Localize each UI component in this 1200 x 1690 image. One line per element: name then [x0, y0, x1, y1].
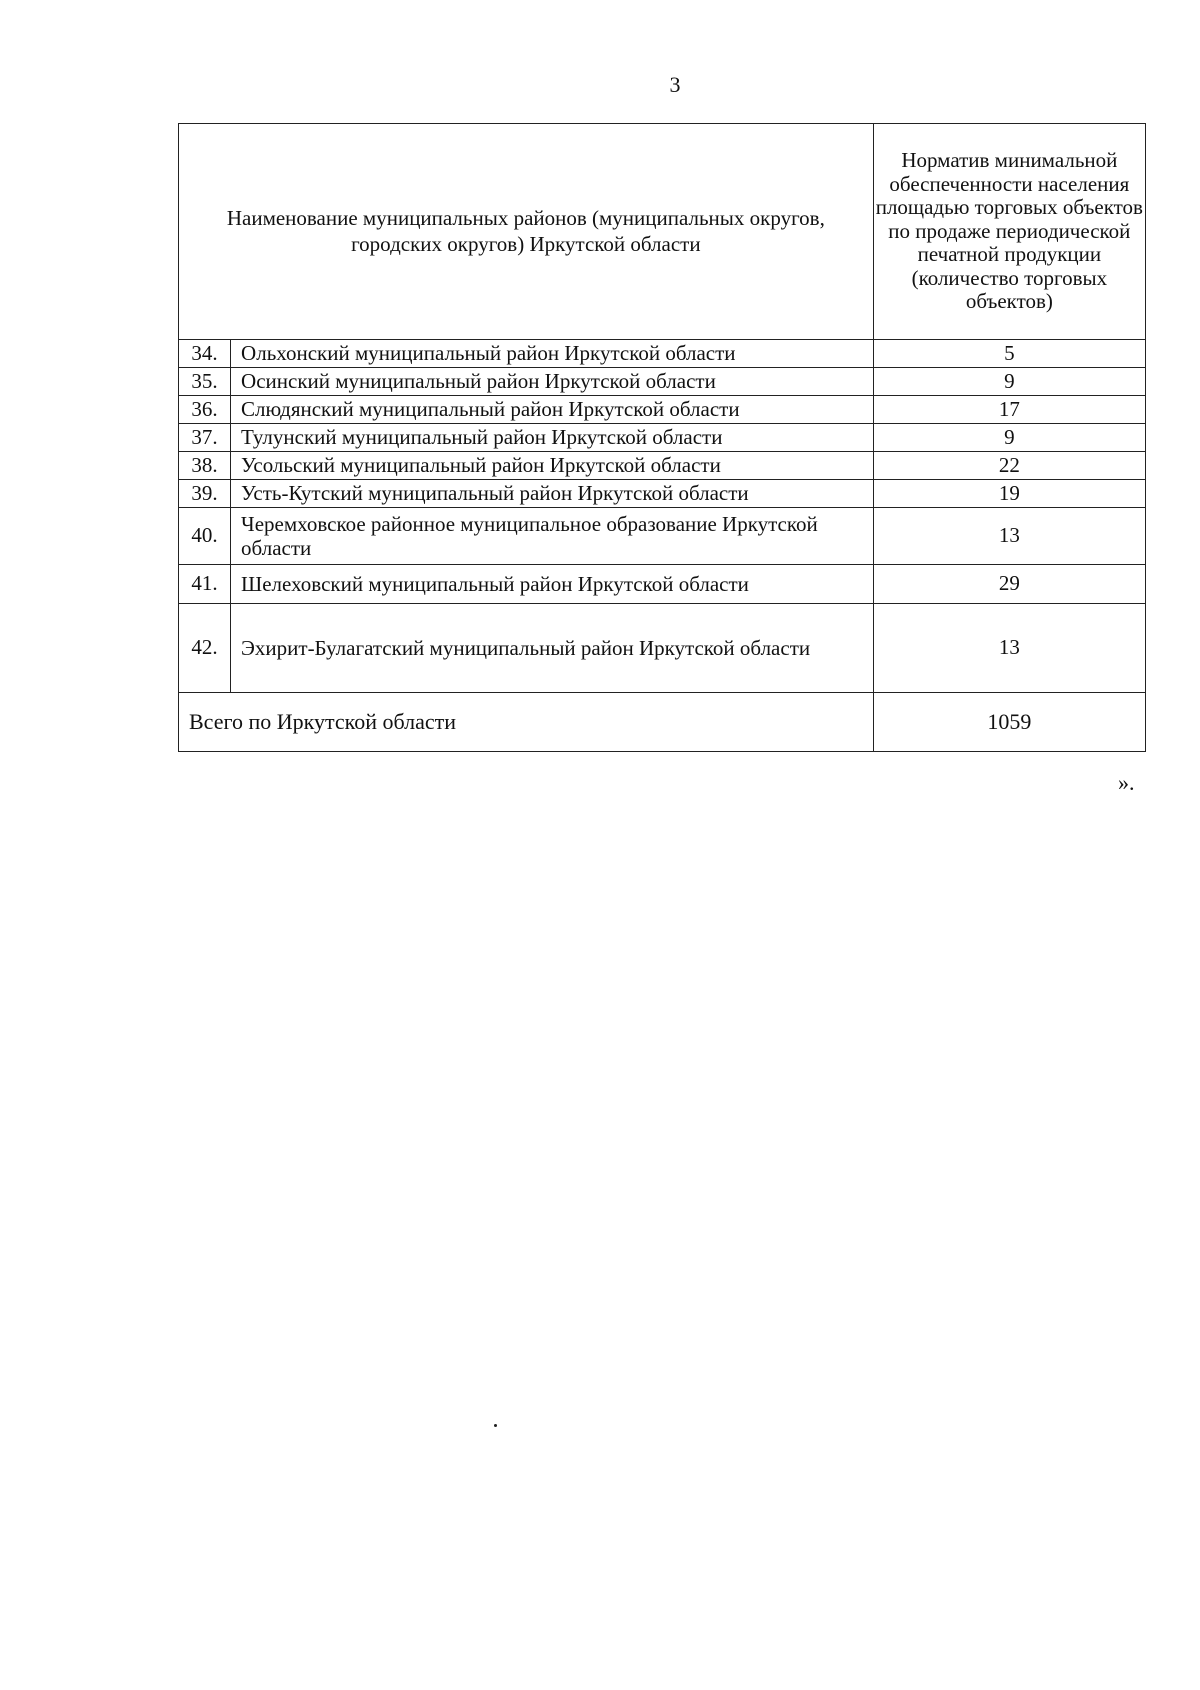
- table-row: [179, 424, 1146, 452]
- row-number: 42.: [179, 604, 231, 693]
- table-row: [179, 368, 1146, 396]
- row-name: Усть-Кутский муниципальный район Иркутской области: [231, 480, 874, 508]
- row-value: 17: [873, 396, 1145, 424]
- table-row: [179, 508, 1146, 565]
- row-value: 13: [873, 604, 1145, 693]
- row-name: Ольхонский муниципальный район Иркутской области: [231, 340, 874, 368]
- total-label: Всего по Иркутской области: [179, 693, 874, 752]
- row-name: Черемховское районное муниципальное образование Иркутской области: [231, 508, 874, 565]
- row-name: Шелеховский муниципальный район Иркутской области: [231, 565, 874, 604]
- page-number: 3: [669, 72, 681, 97]
- row-value: 5: [873, 340, 1145, 368]
- header-value-cell: Норматив минимальной обеспеченности населения площадью торговых объектов по продаже периодической печатной продукции (количество торговых объектов): [873, 124, 1145, 340]
- table-row: [179, 452, 1146, 480]
- row-value: 13: [873, 508, 1145, 565]
- row-value: 9: [873, 368, 1145, 396]
- row-name: Усольский муниципальный район Иркутской области: [231, 452, 874, 480]
- row-number: 36.: [179, 396, 231, 424]
- row-number: 39.: [179, 480, 231, 508]
- row-number: 35.: [179, 368, 231, 396]
- row-number: 38.: [179, 452, 231, 480]
- scan-speck: [494, 1424, 497, 1427]
- total-row: [179, 693, 1146, 752]
- table-header-row: [179, 124, 1146, 340]
- row-value: 29: [873, 565, 1145, 604]
- row-number: 41.: [179, 565, 231, 604]
- table-row: [179, 480, 1146, 508]
- table-row: [179, 396, 1146, 424]
- total-value: 1059: [873, 693, 1145, 752]
- row-name: Осинский муниципальный район Иркутской области: [231, 368, 874, 396]
- norm-table: [178, 123, 1146, 752]
- row-number: 37.: [179, 424, 231, 452]
- row-number: 40.: [179, 508, 231, 565]
- row-name: Эхирит-Булагатский муниципальный район Иркутской области: [231, 604, 874, 693]
- row-name: Слюдянский муниципальный район Иркутской области: [231, 396, 874, 424]
- closing-quote-mark: ».: [1118, 770, 1135, 795]
- row-value: 22: [873, 452, 1145, 480]
- row-number: 34.: [179, 340, 231, 368]
- table-row: [179, 340, 1146, 368]
- table-row: [179, 604, 1146, 693]
- row-value: 19: [873, 480, 1145, 508]
- row-value: 9: [873, 424, 1145, 452]
- table-row: [179, 565, 1146, 604]
- header-name-cell: Наименование муниципальных районов (муниципальных округов, городских округов) Иркутской области: [179, 124, 874, 340]
- row-name: Тулунский муниципальный район Иркутской области: [231, 424, 874, 452]
